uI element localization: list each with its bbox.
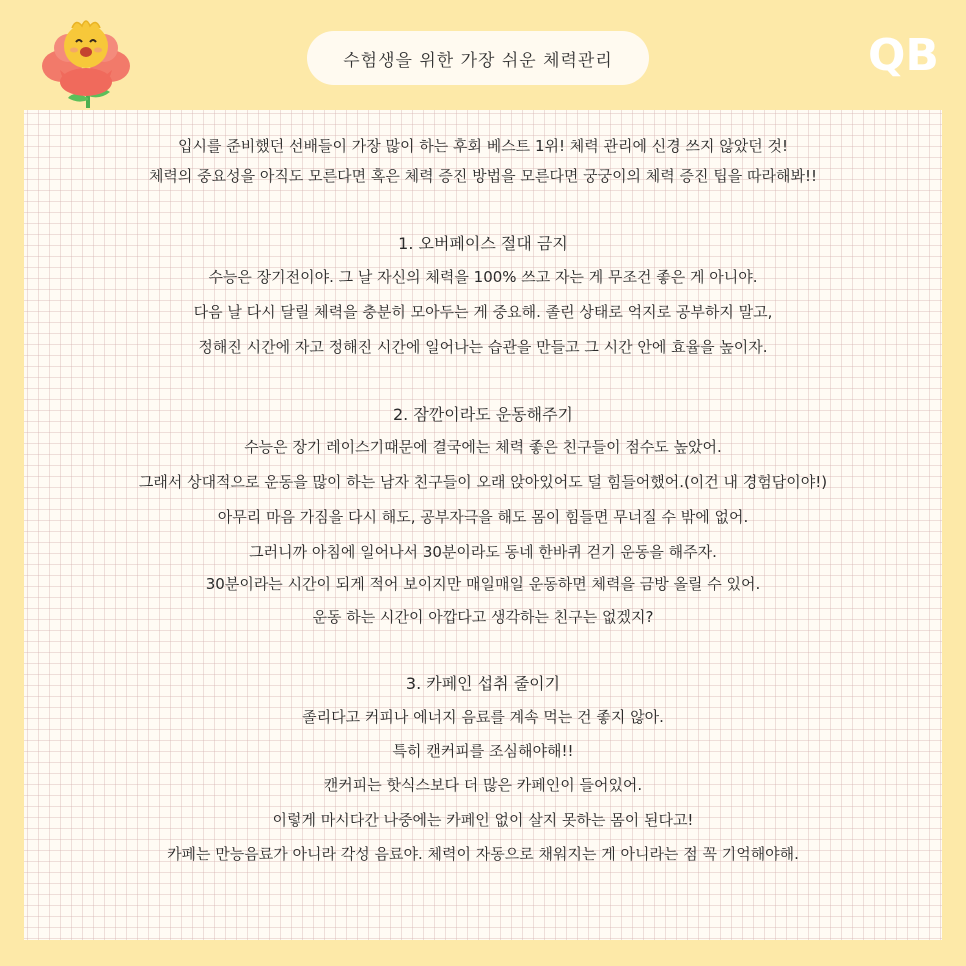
page-title: 수험생을 위한 가장 쉬운 체력관리 xyxy=(307,31,649,85)
section-line: 그래서 상대적으로 운동을 많이 하는 남자 친구들이 오래 앉아있어도 덜 힘들어했어.(이건 내 경험담이야!) xyxy=(138,473,828,491)
section-line: 아무리 마음 가짐을 다시 해도, 공부자극을 해도 몸이 힘들면 무너질 수 밖에 없어. xyxy=(217,508,749,526)
section-line: 특히 캔커피를 조심해야해!! xyxy=(392,742,574,760)
section-line: 30분이라는 시간이 되게 적어 보이지만 매일매일 운동하면 체력을 금방 올릴 수 있어. xyxy=(205,575,761,593)
logo-text: QB xyxy=(868,30,939,81)
section-line: 정해진 시간에 자고 정해진 시간에 일어나는 습관을 만들고 그 시간 안에 효율을 높이자. xyxy=(198,338,768,356)
section-line: 카페는 만능음료가 아니라 각성 음료야. 체력이 자동으로 채워지는 게 아니라는 점 꼭 기억해야해. xyxy=(167,845,799,863)
smiling-flower-mascot-icon xyxy=(38,8,134,112)
section-line: 졸리다고 커피나 에너지 음료를 계속 먹는 건 좋지 않아. xyxy=(302,708,664,726)
section-line: 수능은 장기전이야. 그 날 자신의 체력을 100% 쓰고 자는 게 무조건 좋은 게 아니야. xyxy=(208,268,758,286)
section-heading: 1. 오버페이스 절대 금지 xyxy=(398,234,568,253)
qb-logo xyxy=(866,24,946,84)
content-paper xyxy=(24,110,942,940)
intro-line: 입시를 준비했던 선배들이 가장 많이 하는 후회 베스트 1위! 체력 관리에 신경 쓰지 않았던 것! xyxy=(178,137,788,155)
section-line: 이렇게 마시다간 나중에는 카페인 없이 살지 못하는 몸이 된다고! xyxy=(272,811,694,829)
section-line: 다음 날 다시 달릴 체력을 충분히 모아두는 게 중요해. 졸린 상태로 억지로 공부하지 말고, xyxy=(193,303,773,321)
section-line: 그러니까 아침에 일어나서 30분이라도 동네 한바퀴 걷기 운동을 해주자. xyxy=(249,543,717,561)
section-heading: 2. 잠깐이라도 운동해주기 xyxy=(393,405,573,424)
section-line: 캔커피는 핫식스보다 더 많은 카페인이 들어있어. xyxy=(323,776,643,794)
section-line: 수능은 장기 레이스기때문에 결국에는 체력 좋은 친구들이 점수도 높았어. xyxy=(244,438,722,456)
section-line: 운동 하는 시간이 아깝다고 생각하는 친구는 없겠지? xyxy=(312,608,654,626)
section-heading: 3. 카페인 섭취 줄이기 xyxy=(405,674,561,693)
intro-line: 체력의 중요성을 아직도 모른다면 혹은 체력 증진 방법을 모른다면 궁궁이의 체력 증진 팁을 따라해봐!! xyxy=(148,167,818,185)
